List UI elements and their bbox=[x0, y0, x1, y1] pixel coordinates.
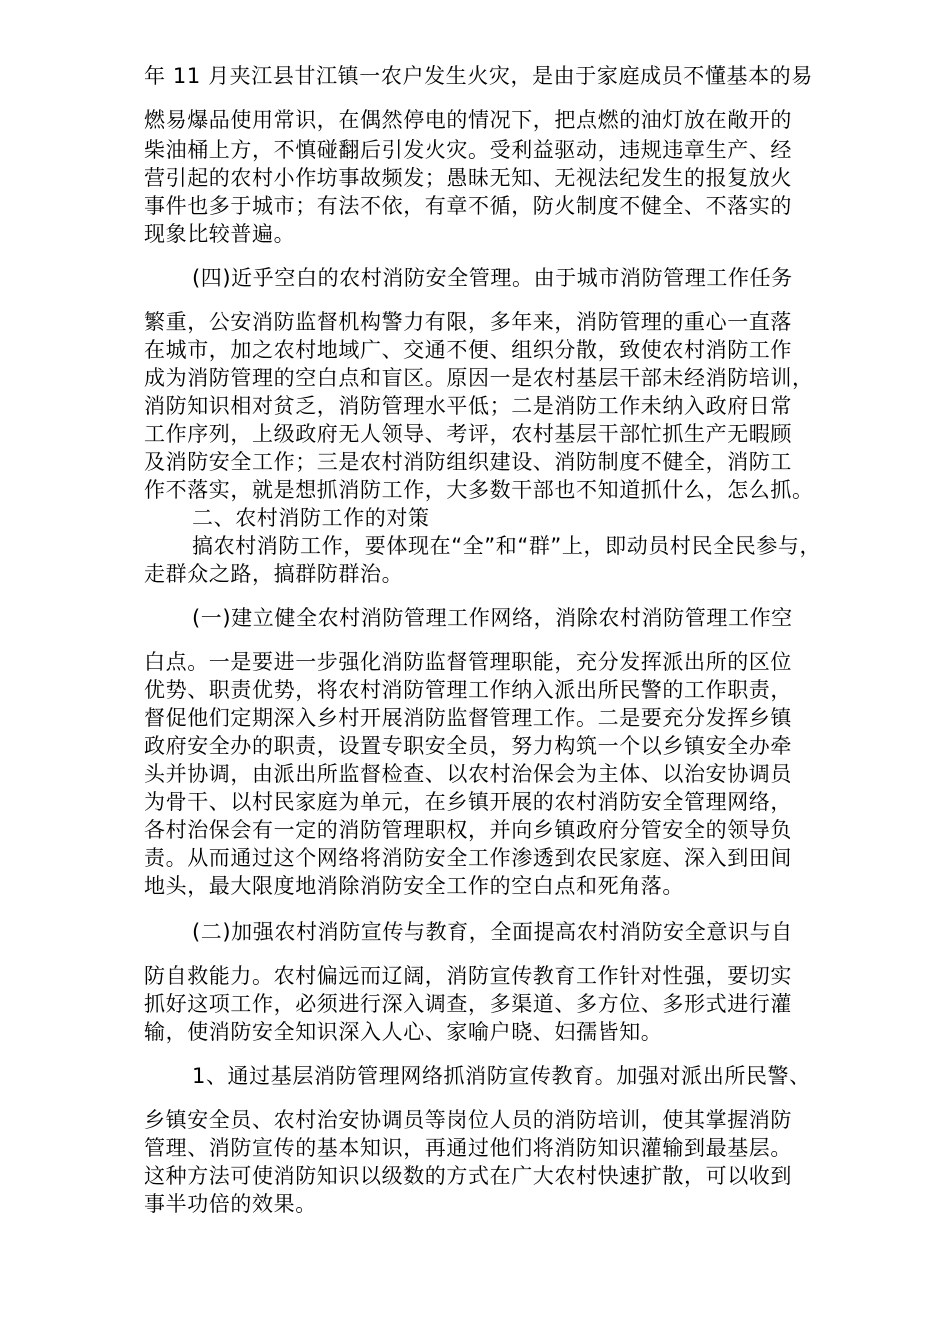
paragraph-line: 繁重，公安消防监督机构警力有限，多年来，消防管理的重心一直落 bbox=[144, 310, 792, 334]
paragraph-line: 年 11 月夹江县甘江镇一农户发生火灾，是由于家庭成员不懂基本的易 bbox=[144, 64, 813, 88]
paragraph-line: 及消防安全工作；三是农村消防组织建设、消防制度不健全，消防工 bbox=[144, 450, 792, 474]
paragraph-line: 营引起的农村小作坊事故频发；愚昧无知、无视法纪发生的报复放火 bbox=[144, 166, 792, 190]
section-heading: (二)加强农村消防宣传与教育，全面提高农村消防安全意识与自 bbox=[192, 920, 793, 944]
paragraph-line: 事半功倍的效果。 bbox=[144, 1192, 317, 1216]
paragraph-line: 优势、职责优势，将农村消防管理工作纳入派出所民警的工作职责， bbox=[144, 678, 792, 702]
paragraph-line: 燃易爆品使用常识，在偶然停电的情况下，把点燃的油灯放在敞开的 bbox=[144, 108, 792, 132]
paragraph-line: 地头，最大限度地消除消防安全工作的空白点和死角落。 bbox=[144, 874, 684, 898]
paragraph-line: 柴油桶上方，不慎碰翻后引发火灾。受利益驱动，违规违章生产、经 bbox=[144, 138, 792, 162]
paragraph-line: 政府安全办的职责，设置专职安全员，努力构筑一个以乡镇安全办牵 bbox=[144, 734, 792, 758]
paragraph-line: 搞农村消防工作，要体现在“全”和“群”上，即动员村民全民参与， bbox=[192, 534, 822, 558]
paragraph-line: 这种方法可使消防知识以级数的方式在广大农村快速扩散，可以收到 bbox=[144, 1164, 792, 1188]
paragraph-line: 工作序列，上级政府无人领导、考评，农村基层干部忙抓生产无暇顾 bbox=[144, 422, 792, 446]
paragraph-line: 为骨干、以村民家庭为单元，在乡镇开展的农村消防安全管理网络， bbox=[144, 790, 792, 814]
paragraph-line: 白点。一是要进一步强化消防监督管理职能，充分发挥派出所的区位 bbox=[144, 650, 792, 674]
paragraph-line: 防自救能力。农村偏远而辽阔，消防宣传教育工作针对性强，要切实 bbox=[144, 964, 792, 988]
paragraph-line: 成为消防管理的空白点和盲区。原因一是农村基层干部未经消防培训， bbox=[144, 366, 814, 390]
paragraph-line: 输，使消防安全知识深入人心、家喻户晓、妇孺皆知。 bbox=[144, 1020, 663, 1044]
paragraph-line: 事件也多于城市；有法不依，有章不循，防火制度不健全、不落实的 bbox=[144, 194, 792, 218]
paragraph-line: 各村治保会有一定的消防管理职权，并向乡镇政府分管安全的领导负 bbox=[144, 818, 792, 842]
paragraph-line: 抓好这项工作，必须进行深入调查，多渠道、多方位、多形式进行灌 bbox=[144, 992, 792, 1016]
paragraph-line: 责。从而通过这个网络将消防安全工作渗透到农民家庭、深入到田间 bbox=[144, 846, 792, 870]
paragraph-line: 管理、消防宣传的基本知识，再通过他们将消防知识灌输到最基层。 bbox=[144, 1136, 792, 1160]
section-heading: 1、通过基层消防管理网络抓消防宣传教育。加强对派出所民警、 bbox=[192, 1064, 811, 1088]
paragraph-line: 现象比较普遍。 bbox=[144, 222, 296, 246]
paragraph-line: 头并协调，由派出所监督检查、以农村治保会为主体、以治安协调员 bbox=[144, 762, 792, 786]
paragraph-line: 督促他们定期深入乡村开展消防监督管理工作。二是要充分发挥乡镇 bbox=[144, 706, 792, 730]
paragraph-line: 在城市，加之农村地域广、交通不便、组织分散，致使农村消防工作 bbox=[144, 338, 792, 362]
section-heading: 二、农村消防工作的对策 bbox=[192, 506, 430, 530]
paragraph-line: 乡镇安全员、农村治安协调员等岗位人员的消防培训，使其掌握消防 bbox=[144, 1108, 792, 1132]
section-heading: (一)建立健全农村消防管理工作网络，消除农村消防管理工作空 bbox=[192, 606, 793, 630]
paragraph-line: 消防知识相对贫乏，消防管理水平低；二是消防工作未纳入政府日常 bbox=[144, 394, 792, 418]
section-heading: (四)近乎空白的农村消防安全管理。由于城市消防管理工作任务 bbox=[192, 266, 793, 290]
paragraph-line: 作不落实，就是想抓消防工作，大多数干部也不知道抓什么，怎么抓。 bbox=[144, 478, 814, 502]
paragraph-line: 走群众之路，搞群防群治。 bbox=[144, 562, 404, 586]
